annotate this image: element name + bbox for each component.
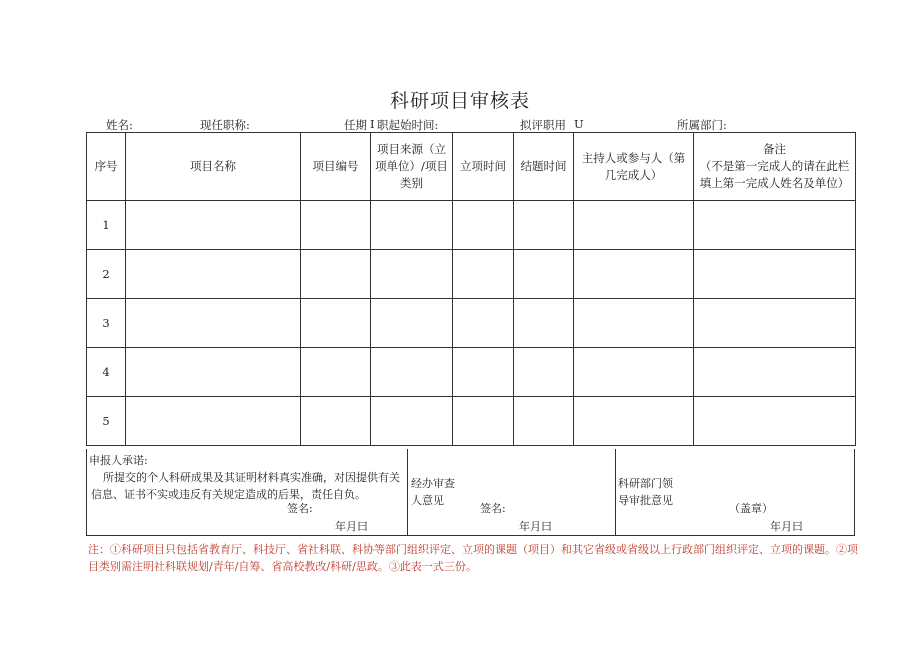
footnote: 注：①科研项目只包括省教育厅、科技厅、省社科联、科协等部门组织评定、立项的课题（项目）和其它省级或省级以上行政部门组织评定、立项的课题。②项目类别需注明社科联规划/青年/自筹、省高校教改/科研/思政。③此表一式三份。 [88, 543, 858, 573]
header-remark [694, 133, 856, 201]
proposed-title-label: 拟评职用 [520, 118, 566, 132]
table-row [87, 250, 856, 299]
table-header-row [87, 133, 856, 201]
office-date: 年月曰 [519, 520, 552, 533]
table-row [87, 397, 856, 446]
cell-project-name[interactable] [126, 397, 301, 446]
cell-project-source[interactable] [371, 201, 453, 250]
term-separator: I [370, 117, 375, 131]
header-remark-title: 备注 [763, 142, 786, 156]
name-label: 姓名: [106, 118, 133, 132]
cell-project-name[interactable] [126, 250, 301, 299]
dept-approval-label: 科研部门领导审批意见 [618, 477, 673, 507]
cell-project-code[interactable] [301, 299, 371, 348]
office-signature-label[interactable]: 签名: [480, 502, 506, 515]
office-review-label: 经办审查人意见 [411, 477, 455, 507]
project-table [86, 132, 856, 446]
header-seq: 序号 [87, 133, 126, 201]
table-row [87, 299, 856, 348]
cell-project-source[interactable] [371, 250, 453, 299]
position-label: 现任职称: [200, 118, 250, 132]
row-seq: 4 [87, 348, 126, 397]
cell-host[interactable] [574, 250, 694, 299]
cell-start-time[interactable] [453, 397, 514, 446]
cell-end-time[interactable] [514, 250, 574, 299]
cell-project-source[interactable] [371, 348, 453, 397]
cell-start-time[interactable] [453, 299, 514, 348]
row-seq: 2 [87, 250, 126, 299]
dept-date: 年月曰 [770, 520, 803, 533]
cell-project-code[interactable] [301, 201, 371, 250]
cell-start-time[interactable] [453, 250, 514, 299]
header-end-time: 结题时间 [514, 133, 574, 201]
cell-host[interactable] [574, 201, 694, 250]
department-label: 所属部门: [677, 118, 727, 132]
proposed-mark: U [574, 117, 584, 131]
applicant-pledge-title: 申报人承诺: [89, 454, 148, 467]
header-remark-body: （不是第一完成人的请在此栏填上第一完成人姓名及单位） [699, 159, 850, 190]
table-row [87, 348, 856, 397]
cell-project-code[interactable] [301, 348, 371, 397]
applicant-signature-label[interactable]: 签名: [287, 502, 313, 515]
header-host: 主持人或参与人（第几完成人） [574, 133, 694, 201]
cell-end-time[interactable] [514, 201, 574, 250]
cell-project-name[interactable] [126, 299, 301, 348]
cell-host[interactable] [574, 299, 694, 348]
cell-project-code[interactable] [301, 250, 371, 299]
cell-remark[interactable] [694, 201, 856, 250]
cell-remark[interactable] [694, 299, 856, 348]
cell-project-code[interactable] [301, 397, 371, 446]
header-project-name: 项目名称 [126, 133, 301, 201]
cell-project-name[interactable] [126, 201, 301, 250]
row-seq: 1 [87, 201, 126, 250]
row-seq: 5 [87, 397, 126, 446]
applicant-pledge-text: 所提交的个人科研成果及其证明材料真实准确，对因提供有关信息、证书不实或违反有关规定造成的后果，责任自负。 [91, 471, 400, 501]
page-title: 科研项目审核表 [389, 90, 530, 112]
header-project-source: 项目来源（立项单位）/项目类别 [371, 133, 453, 201]
cell-remark[interactable] [694, 250, 856, 299]
start-time-label: 职起始时间: [377, 118, 439, 132]
dept-seal-label[interactable]: （盖章） [729, 502, 773, 515]
cell-host[interactable] [574, 397, 694, 446]
cell-end-time[interactable] [514, 397, 574, 446]
cell-remark[interactable] [694, 348, 856, 397]
divider [615, 449, 616, 535]
cell-remark[interactable] [694, 397, 856, 446]
header-start-time: 立项时间 [453, 133, 514, 201]
cell-host[interactable] [574, 348, 694, 397]
term-label: 任期 [344, 118, 367, 132]
signature-section [86, 449, 855, 536]
cell-project-name[interactable] [126, 348, 301, 397]
cell-start-time[interactable] [453, 348, 514, 397]
table-row [87, 201, 856, 250]
cell-end-time[interactable] [514, 348, 574, 397]
row-seq: 3 [87, 299, 126, 348]
applicant-date: 年月曰 [335, 520, 368, 533]
cell-end-time[interactable] [514, 299, 574, 348]
header-project-code: 项目编号 [301, 133, 371, 201]
cell-start-time[interactable] [453, 201, 514, 250]
cell-project-source[interactable] [371, 299, 453, 348]
cell-project-source[interactable] [371, 397, 453, 446]
divider [407, 449, 408, 535]
